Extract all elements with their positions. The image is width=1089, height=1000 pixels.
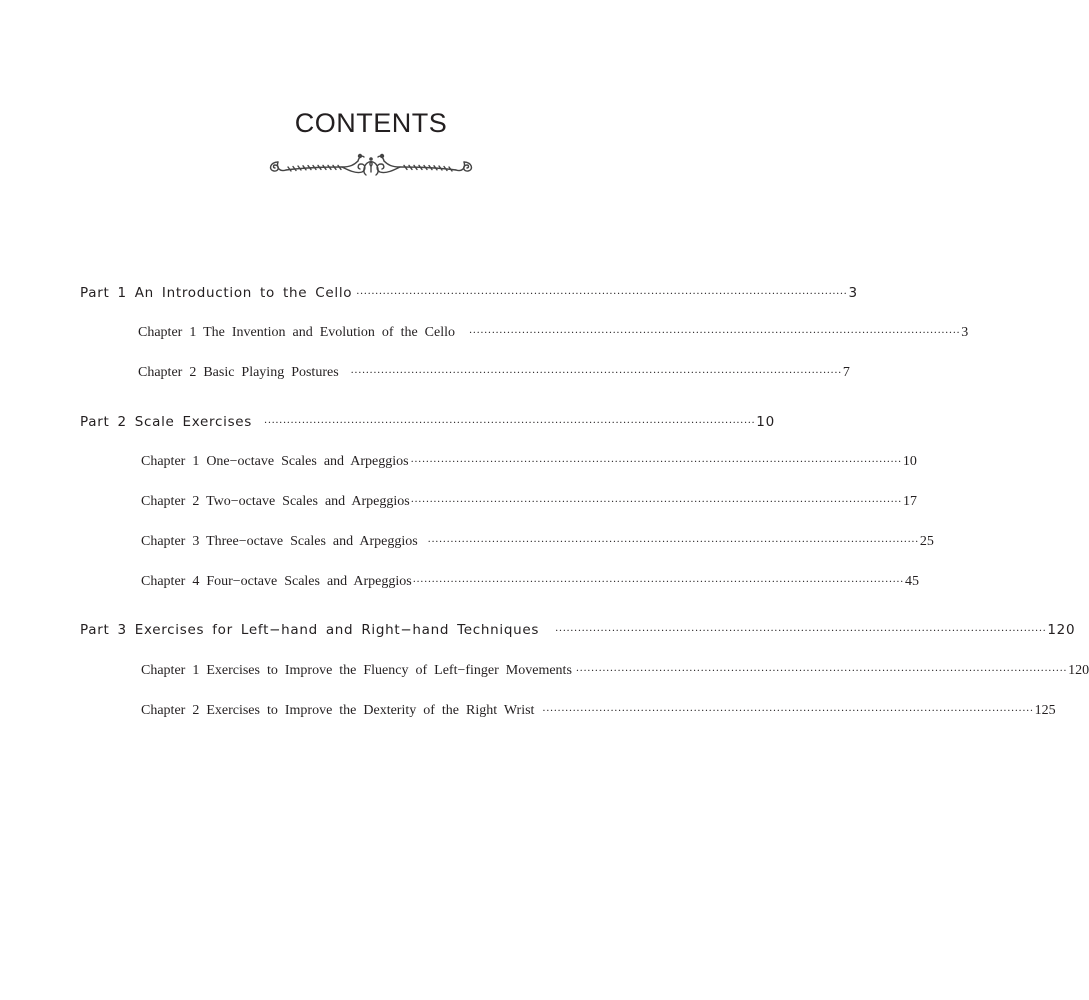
toc-chapter-title: Chapter 1 Exercises to Improve the Fluency of Left−finger Movements [141, 663, 572, 678]
toc-part-1-chapter-1[interactable] [138, 325, 969, 341]
toc-chapter-page: 25 [919, 534, 934, 549]
toc-chapter-title: Chapter 2 Exercises to Improve the Dexterity of the Right Wrist [141, 703, 535, 718]
toc-leader: ·································································································································· [410, 497, 902, 508]
toc-part-3-chapter-1[interactable] [141, 663, 1089, 679]
toc-leader: ·································································································································· [542, 706, 1034, 717]
toc-chapter-title: Chapter 2 Two−octave Scales and Arpeggios [141, 494, 410, 509]
toc-part-1-title: Part 1 An Introduction to the Cello [80, 285, 353, 301]
toc-leader: ·································································································································· [264, 418, 756, 429]
toc-part-3-title: Part 3 Exercises for Left−hand and Right−hand Techniques [80, 622, 540, 638]
toc-chapter-title: Chapter 4 Four−octave Scales and Arpeggios [141, 574, 412, 589]
toc-part-2-title: Part 2 Scale Exercises [80, 414, 253, 430]
toc-part-1-page: 3 [848, 285, 858, 301]
toc-chapter-page: 125 [1034, 703, 1056, 718]
toc-leader: ·································································································································· [427, 537, 919, 548]
toc-part-3[interactable] [80, 622, 1076, 638]
toc-leader: ·································································································································· [469, 328, 961, 339]
toc-chapter-title: Chapter 2 Basic Playing Postures [138, 365, 339, 380]
ornament-divider-icon [262, 148, 480, 180]
toc-part-3-chapter-2[interactable] [141, 703, 1056, 719]
toc-chapter-title: Chapter 1 The Invention and Evolution of the Cello [138, 325, 456, 340]
toc-part-2[interactable] [80, 414, 775, 430]
toc-part-1[interactable] [80, 285, 858, 301]
toc-leader: ·································································································································· [575, 666, 1068, 677]
toc-leader: ·································································································································· [412, 577, 904, 588]
toc-part-2-chapter-2[interactable] [141, 494, 917, 510]
toc-leader: ·································································································································· [356, 289, 848, 300]
toc-chapter-page: 120 [1068, 663, 1089, 678]
toc-part-2-chapter-4[interactable] [141, 574, 919, 590]
toc-part-2-page: 10 [756, 414, 775, 430]
toc-chapter-page: 10 [902, 454, 917, 469]
toc-chapter-title: Chapter 1 One−octave Scales and Arpeggios [141, 454, 409, 469]
toc-chapter-page: 17 [902, 494, 917, 509]
toc-chapter-page: 7 [842, 365, 850, 380]
toc-leader: ·································································································································· [410, 457, 902, 468]
toc-chapter-title: Chapter 3 Three−octave Scales and Arpeggios [141, 534, 418, 549]
toc-part-3-page: 120 [1047, 622, 1076, 638]
toc-leader: ·································································································································· [555, 626, 1047, 637]
toc-part-1-chapter-2[interactable] [138, 365, 850, 381]
toc-part-2-chapter-1[interactable] [141, 454, 917, 470]
toc-part-2-chapter-3[interactable] [141, 534, 934, 550]
toc-chapter-page: 3 [961, 325, 969, 340]
toc-chapter-page: 45 [904, 574, 919, 589]
page-title: CONTENTS [294, 108, 448, 138]
toc-leader: ·································································································································· [350, 368, 842, 379]
